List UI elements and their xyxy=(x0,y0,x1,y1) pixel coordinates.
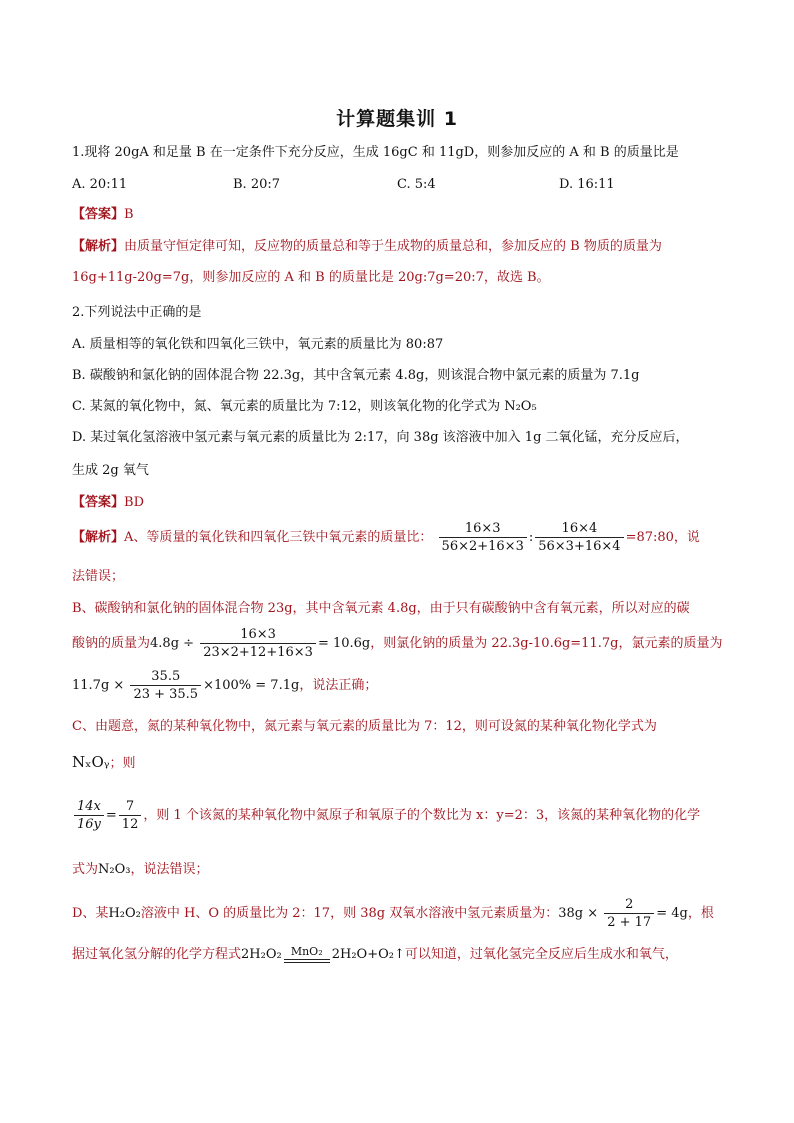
q2-option-c: C. 某氮的氧化物中，氮、氧元素的质量比为 7:12，则该氧化物的化学式为 N₂O₅ xyxy=(72,399,537,414)
fraction-numerator: 2 xyxy=(604,896,654,914)
result-value: = 10.6g xyxy=(317,636,371,651)
text: D、某 xyxy=(72,906,109,921)
q2-analysis-b-line-2 xyxy=(72,626,722,661)
q2-analysis-a: 【解析】A、等质量的氧化铁和四氧化三铁中氧元素的质量比： $\frac{16\times 3}{56\times 2+16\times 3}$ : $\frac{16\times 4}{56\times 3+16\times 4}$ =87:80，说 xyxy=(72,521,700,554)
fraction-denominator: 56×3+16×4 xyxy=(538,539,621,554)
fraction-cl xyxy=(130,668,201,703)
q1-analysis-line-2: 16g+11g-20g=7g，则参加反应的 A 和 B 的质量比是 20g:7g=20:7，故选 B。 xyxy=(72,270,550,285)
fraction-denominator: 23 + 35.5 xyxy=(133,687,199,702)
chemical-formula: NₓOᵧ xyxy=(72,753,110,771)
analysis-a-result: =87:80，说 xyxy=(625,530,700,545)
text: ；则 xyxy=(109,756,136,771)
analysis-a-text: A、等质量的氧化铁和四氧化三铁中氧元素的质量比： xyxy=(124,530,433,545)
q2-analysis-c-line-1: C、由题意，氮的某种氧化物中，氮元素与氧元素的质量比为 7：12，则可设氮的某种氧化物化学式为 xyxy=(72,719,657,734)
fraction-na2co3 xyxy=(200,626,316,661)
q1-option-d: D. 16:11 xyxy=(559,177,615,192)
fraction-hydrogen xyxy=(604,896,654,931)
mass-value: 11.7g × xyxy=(72,678,125,693)
q2-option-d-line-2: 生成 2g 氧气 xyxy=(72,463,149,478)
text: ，则氯化钠的质量为 22.3g-10.6g=11.7g，氯元素的质量为 xyxy=(370,636,723,651)
q2-answer xyxy=(72,494,144,512)
mass-value: 38g × xyxy=(558,906,599,921)
result-value: = 4g xyxy=(656,906,688,921)
chemical-formula: N₂O₃ xyxy=(98,862,131,877)
q2-option-d-line-1: D. 某过氧化氢溶液中氢元素与氧元素的质量比为 2:17，向 38g 该溶液中加入 1g 二氧化锰，充分反应后， xyxy=(72,430,689,445)
answer-value: BD xyxy=(124,495,144,510)
fraction-nx-oy xyxy=(74,798,104,833)
text: 酸钠的质量为 xyxy=(72,636,151,651)
q1-option-c: C. 5:4 xyxy=(397,177,436,192)
fraction-numerator: 14x xyxy=(74,798,104,816)
q1-stem: 1.现将 20gA 和足量 B 在一定条件下充分反应，生成 16gC 和 11gD，则参加反应的 A 和 B 的质量比是 xyxy=(72,145,679,160)
q2-analysis-b-line-3 xyxy=(72,668,377,703)
fraction-denominator: 12 xyxy=(121,817,139,832)
equals-bar xyxy=(284,959,330,963)
chemical-formula: 2H₂O+O₂↑ xyxy=(331,947,405,962)
fraction-7-12 xyxy=(119,798,142,833)
q1-analysis-line-1 xyxy=(72,238,662,256)
text: 可以知道，过氧化氢完全反应后生成水和氧气， xyxy=(404,947,678,962)
answer-tag: 【答案】 xyxy=(72,207,125,222)
analysis-text: 由质量守恒定律可知，反应物的质量总和等于生成物的质量总和，参加反应的 B 物质的质量为 xyxy=(124,239,662,254)
fraction-numerator: 16×3 xyxy=(200,626,316,644)
fraction-fe3o4 xyxy=(535,520,623,555)
text: ，则 1 个该氮的某种氧化物中氮原子和氧原子的个数比为 x：y=2：3，该氮的某种氧化物的化学 xyxy=(143,808,701,823)
text: ，根 xyxy=(687,906,714,921)
fraction-fe2o3 xyxy=(439,520,527,555)
fraction-numerator: 16×4 xyxy=(535,520,623,538)
fraction-numerator: 7 xyxy=(119,798,142,816)
q2-analysis-c-line-3: $\frac{14x}{16y}$ = $\frac{7}{12}$ ，则 1 个该氮的某种氧化物中氮原子和氧原子的个数比为 x：y=2：3，该氮的某种氧化物的化学 xyxy=(72,798,700,833)
chemical-formula: H₂O₂ xyxy=(108,906,141,921)
analysis-tag: 【解析】 xyxy=(72,239,125,254)
text: 溶液中 H、O 的质量比为 2：17，则 38g 双氧水溶液中氢元素质量为： xyxy=(140,906,559,921)
q2-analysis-d-line-1 xyxy=(72,896,714,931)
q2-analysis-b-line-1: B、碳酸钠和氯化钠的固体混合物 23g，其中含氧元素 4.8g，由于只有碳酸钠中含有氧元素，所以对应的碳 xyxy=(72,601,690,616)
mass-value: 4.8g ÷ xyxy=(150,636,195,651)
q2-option-a: A. 质量相等的氧化铁和四氧化三铁中，氧元素的质量比为 80:87 xyxy=(72,337,444,352)
chemical-formula: 2H₂O₂ xyxy=(241,947,282,962)
fraction-denominator: 56×2+16×3 xyxy=(441,539,524,554)
q1-option-a: A. 20:11 xyxy=(72,177,128,192)
q2-option-b: B. 碳酸钠和氯化钠的固体混合物 22.3g，其中含氧元素 4.8g，则该混合物中氯元素的质量为 7.1g xyxy=(72,368,640,383)
q2-stem: 2.下列说法中正确的是 xyxy=(72,305,202,320)
answer-value: B xyxy=(124,207,134,222)
result-value: ×100% = 7.1g xyxy=(203,678,300,693)
page-title: 计算题集训 1 xyxy=(336,108,458,130)
text: ，说法正确； xyxy=(299,678,378,693)
fraction-denominator: 23×2+12+16×3 xyxy=(203,645,313,660)
q2-analysis-d-line-2 xyxy=(72,946,678,964)
q1-option-b: B. 20:7 xyxy=(233,177,281,192)
q2-analysis-c-line-4 xyxy=(72,861,209,879)
fraction-denominator: 2 + 17 xyxy=(607,915,652,930)
reaction-equals-sign xyxy=(284,946,330,963)
q2-analysis-c-line-2 xyxy=(72,753,135,773)
text: ，说法错误； xyxy=(130,862,209,877)
fraction-numerator: 16×3 xyxy=(439,520,527,538)
text: 式为 xyxy=(72,862,99,877)
analysis-tag: 【解析】 xyxy=(72,530,125,545)
catalyst-label: MnO₂ xyxy=(290,945,323,958)
text: 据过氧化氢分解的化学方程式 xyxy=(72,947,242,962)
q2-analysis-a-end: 法错误； xyxy=(72,569,125,584)
fraction-denominator: 16y xyxy=(77,817,101,832)
q1-answer xyxy=(72,206,134,224)
answer-tag: 【答案】 xyxy=(72,495,125,510)
fraction-numerator: 35.5 xyxy=(130,668,201,686)
